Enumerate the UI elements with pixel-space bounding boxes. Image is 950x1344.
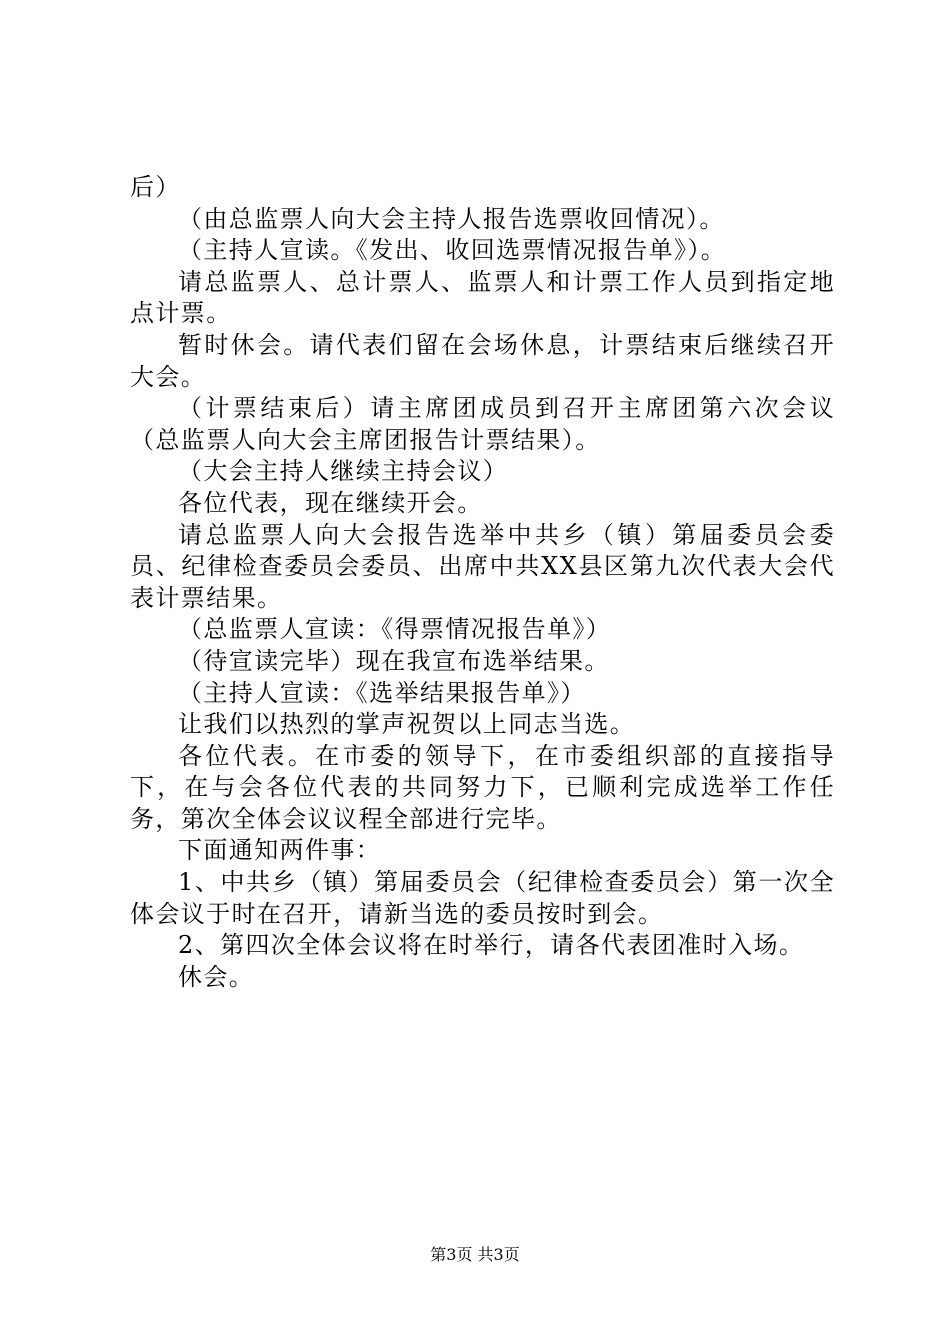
- body-paragraph: 后）: [130, 173, 181, 201]
- body-paragraph: 下面通知两件事：: [178, 836, 382, 865]
- body-paragraph: 请总监票人向大会报告选举中共乡（镇）第届委员会委员、纪律检查委员会委员、出席中共XX县区第九次代表大会代表计票结果。: [130, 520, 835, 612]
- body-paragraph: 让我们以热烈的掌声祝贺以上同志当选。: [178, 710, 636, 739]
- document-body: [130, 172, 835, 993]
- body-paragraph: （主持人宣读：《选举结果报告单》）: [178, 678, 586, 707]
- body-paragraph: （计票结束后）请主席团成员到召开主席团第六次会议（总监票人向大会主席团报告计票结果）。: [130, 394, 835, 454]
- body-paragraph: 各位代表。在市委的领导下，在市委组织部的直接指导下，在与会各位代表的共同努力下，已顺利完成选举工作任务，第次全体会议议程全部进行完毕。: [130, 741, 835, 833]
- body-paragraph: （待宣读完毕）现在我宣布选举结果。: [178, 646, 610, 675]
- body-paragraph: 各位代表，现在继续开会。: [178, 488, 483, 517]
- body-paragraph: （主持人宣读。《发出、收回选票情况报告单》）。: [178, 236, 727, 265]
- body-paragraph: （大会主持人继续主持会议）: [178, 457, 509, 486]
- body-paragraph: 2、第四次全体会议将在时举行，请各代表团准时入场。: [178, 931, 805, 960]
- body-paragraph: 暂时休会。请代表们留在会场休息，计票结束后继续召开大会。: [130, 330, 835, 391]
- body-paragraph: 休会。: [178, 962, 255, 991]
- page-footer: 第3页 共3页: [430, 1245, 520, 1264]
- body-paragraph: （总监票人宣读：《得票情况报告单》）: [178, 615, 612, 644]
- body-paragraph: 1、中共乡（镇）第届委员会（纪律检查委员会）第一次全体会议于时在召开，请新当选的委员按时到会。: [130, 868, 835, 928]
- body-paragraph: （由总监票人向大会主持人报告选票收回情况）。: [178, 204, 725, 233]
- body-paragraph: 请总监票人、总计票人、监票人和计票工作人员到指定地点计票。: [130, 267, 835, 328]
